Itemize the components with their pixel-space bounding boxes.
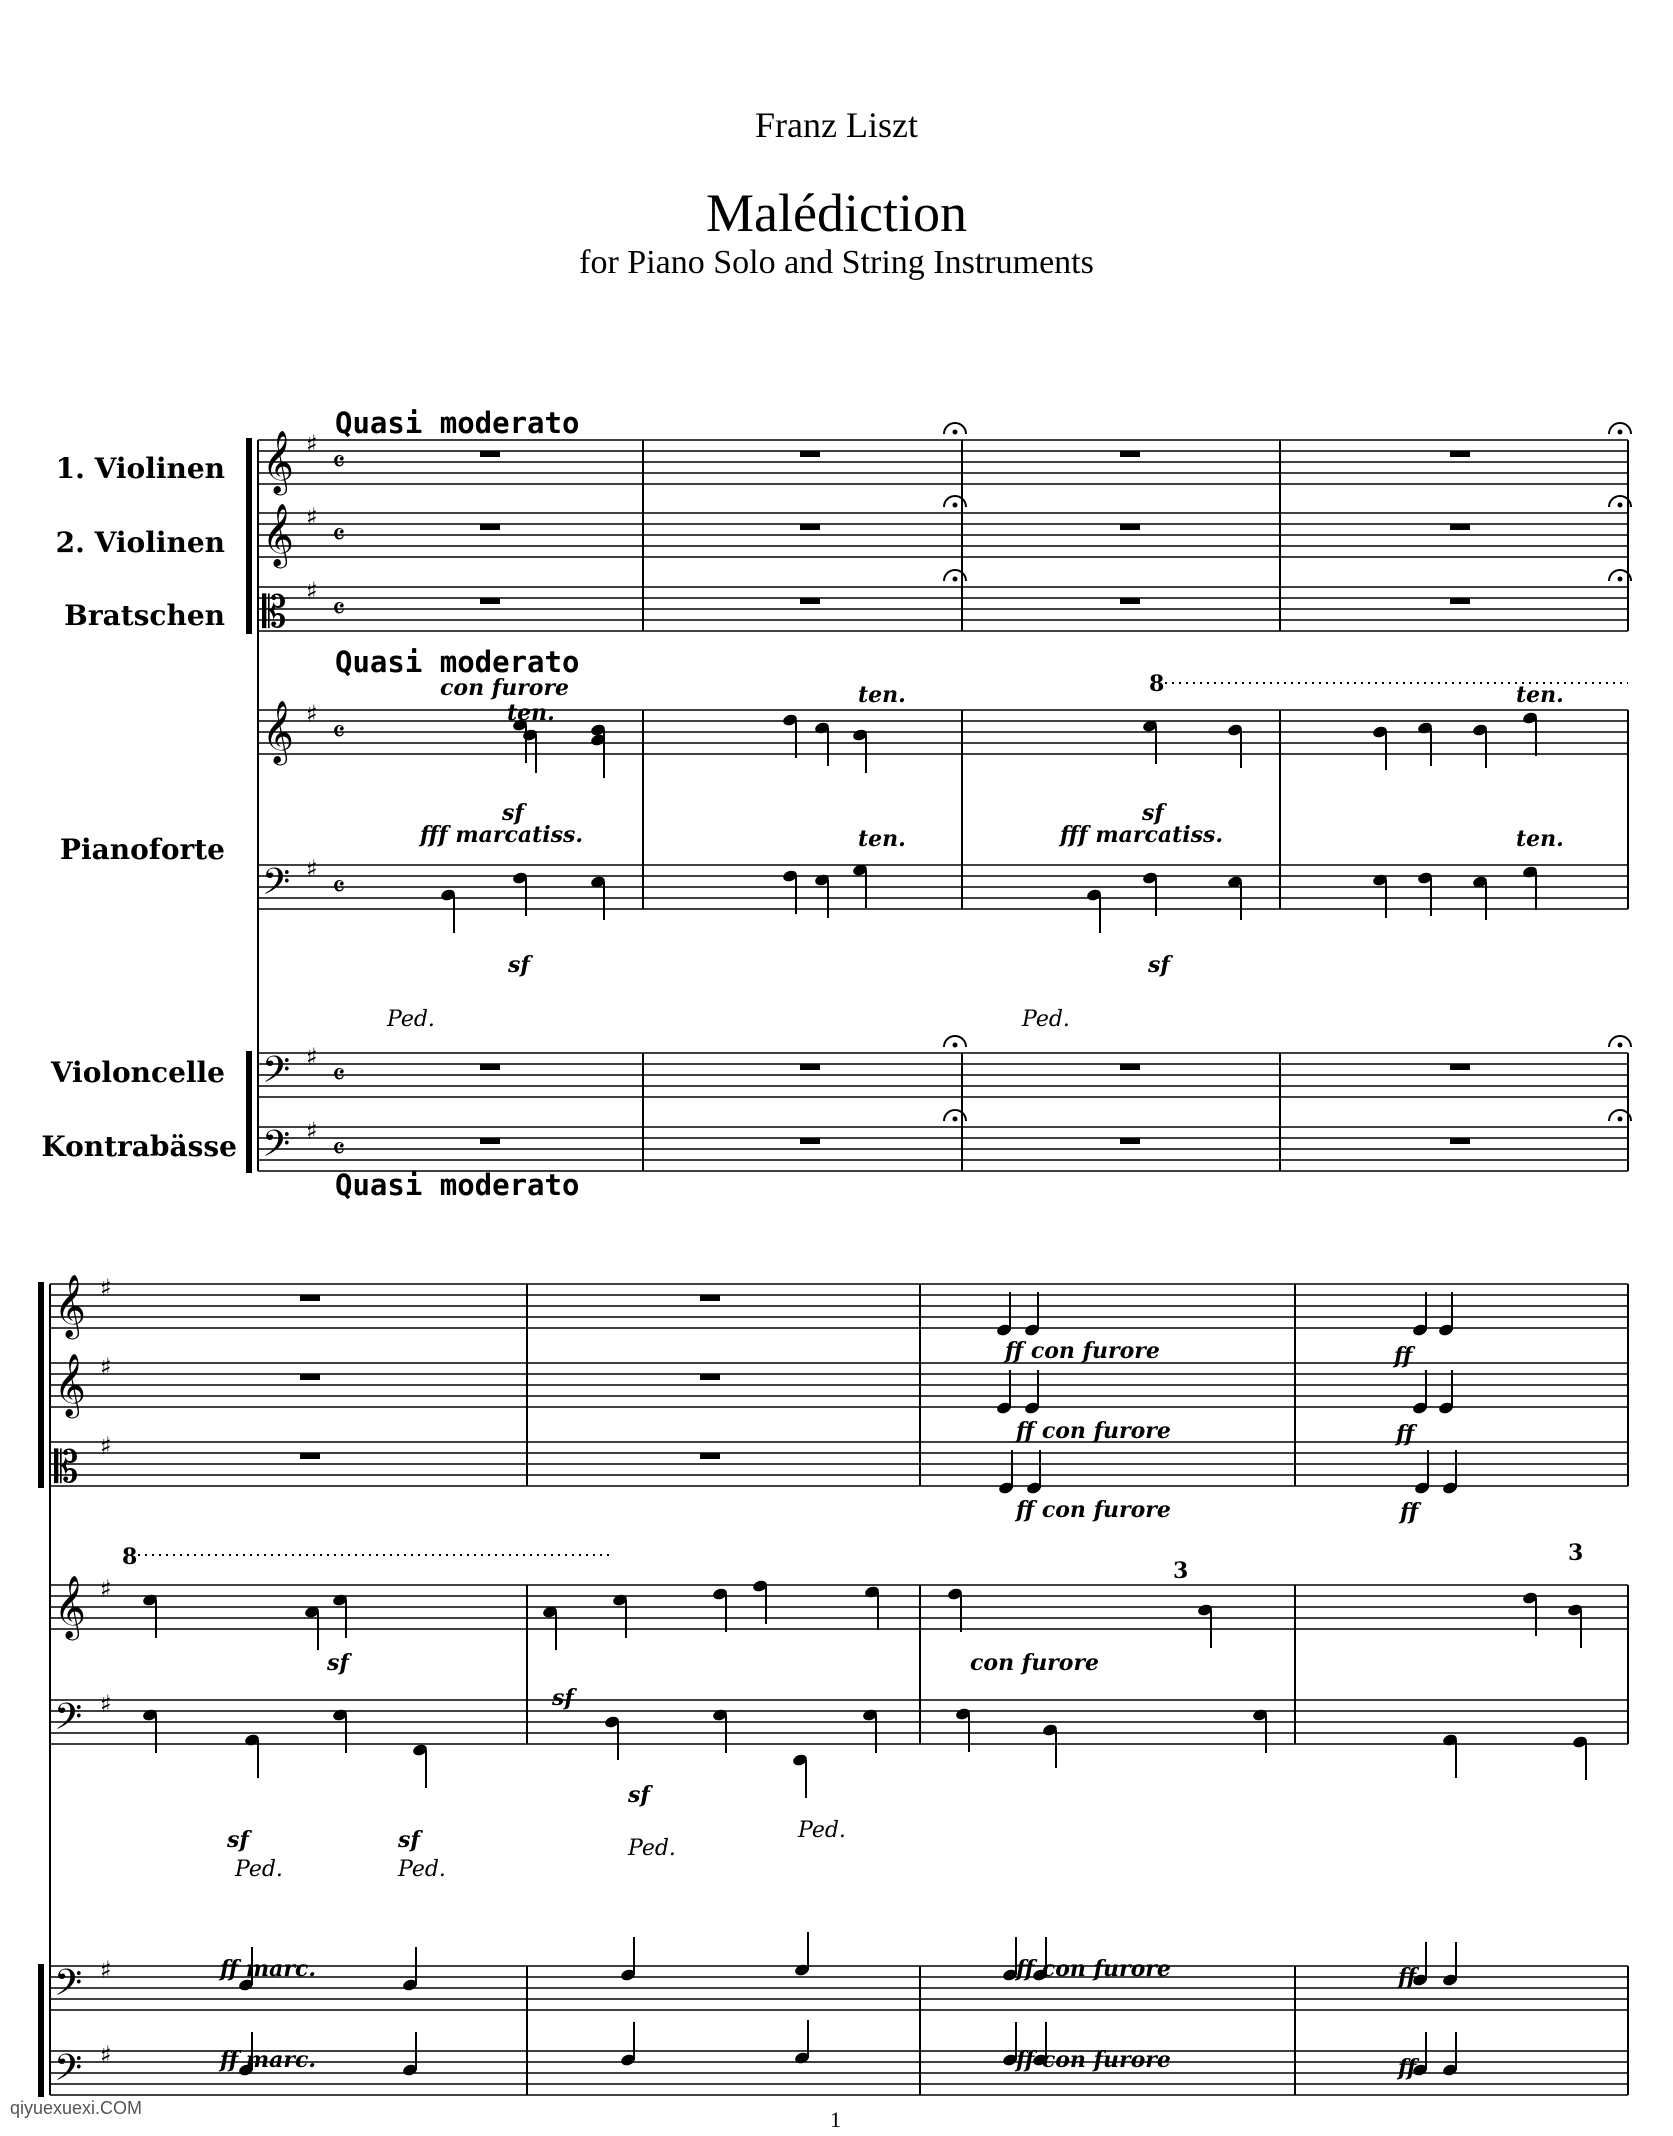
marking-sf: sf [508,952,530,978]
sharp-icon: ♯ [100,1353,112,1381]
treble-clef-icon: 𝄞 [54,1353,86,1416]
page-number: 1 [830,2107,841,2132]
marking-ff: ff [1394,1343,1413,1369]
fermata-icon [953,1117,958,1122]
marking-sf: sf [327,1650,349,1676]
marking-sf: sf [552,1685,574,1711]
whole-rest [1450,524,1470,530]
fermata-icon [1618,577,1623,582]
pedal-marking: Ped. [798,1818,846,1843]
marking-ff-con-furore: ff con furore [1016,2047,1171,2073]
triplet-marking: 3 [1568,1540,1584,1566]
instrument-label-violin2: 2. Violinen [55,526,225,559]
pedal-marking: Ped. [398,1857,446,1882]
marking-ff: ff [1398,2055,1417,2081]
whole-rest [480,598,500,604]
sharp-icon: ♯ [306,577,318,605]
whole-rest [700,1453,720,1459]
marking-ff: ff [1400,1499,1419,1525]
whole-rest [300,1453,320,1459]
marking-sf: sf [1142,800,1164,826]
whole-rest [1120,1064,1140,1070]
marking-ten: ten. [858,826,906,852]
bass-clef-icon: 𝄢 [262,861,291,912]
fermata-icon [1618,1117,1623,1122]
instrument-label-cello: Violoncelle [50,1056,225,1089]
fermata-icon [953,430,958,435]
whole-rest [700,1295,720,1301]
pedal-marking: Ped. [1022,1007,1070,1032]
marking-ten: ten. [858,682,906,708]
treble-clef-icon: 𝄞 [54,1274,86,1337]
marking-sf: sf [502,800,524,826]
common-time-icon: 𝄴 [332,870,346,905]
marking-ff-con-furore: ff con furore [1016,1418,1171,1444]
whole-rest [1120,1138,1140,1144]
pedal-marking: Ped. [387,1007,435,1032]
marking-con-furore: con furore [440,675,570,701]
tempo-piano: Quasi moderato [335,645,580,679]
whole-rest [1120,598,1140,604]
fermata-icon [1618,503,1623,508]
piece-subtitle: for Piano Solo and String Instruments [579,244,1094,281]
common-time-icon: 𝄴 [332,518,346,553]
string-bracket [38,1282,44,1488]
marking-ff-con-furore: ff con furore [1016,1956,1171,1982]
fermata-icon [953,577,958,582]
sharp-icon: ♯ [306,1043,318,1071]
fermata-icon [1618,1043,1623,1048]
marking-sf: sf [1148,952,1170,978]
sharp-icon: ♯ [306,700,318,728]
whole-rest [1120,524,1140,530]
marking-sf: sf [398,1827,420,1853]
whole-rest [800,1064,820,1070]
watermark: qiyuexuexi.COM [10,2098,143,2118]
whole-rest [800,451,820,457]
instrument-label-piano: Pianoforte [59,833,225,866]
whole-rest [1450,451,1470,457]
whole-rest [300,1295,320,1301]
composer-name: Franz Liszt [755,105,918,145]
sharp-icon: ♯ [100,1432,112,1460]
whole-rest [800,598,820,604]
pedal-marking: Ped. [628,1836,676,1861]
common-time-icon: 𝄴 [332,715,346,750]
marking-sf: sf [628,1782,650,1808]
string-bracket [38,1964,44,2097]
whole-rest [1450,1138,1470,1144]
whole-rest [800,524,820,530]
tempo-strings-top: Quasi moderato [335,406,580,440]
marking-ff: ff [1396,1421,1415,1447]
whole-rest [480,451,500,457]
bass-clef-icon: 𝄢 [262,1049,291,1100]
marking-ff: ff [1398,1964,1417,1990]
sharp-icon: ♯ [306,503,318,531]
common-time-icon: 𝄴 [332,1058,346,1093]
marking-sf: sf [227,1827,249,1853]
common-time-icon: 𝄴 [332,445,346,480]
fermata-icon [953,1043,958,1048]
ottava-marking: 8 [1149,671,1165,697]
bass-clef-icon: 𝄢 [54,1696,83,1747]
fermata-icon [953,503,958,508]
tempo-strings-bottom: Quasi moderato [335,1168,580,1202]
common-time-icon: 𝄴 [332,1132,346,1167]
pedal-marking: Ped. [235,1857,283,1882]
treble-clef-icon: 𝄞 [262,503,294,566]
marking-ten: ten. [1516,826,1564,852]
fermata-icon [1618,430,1623,435]
marking-ten: ten. [507,700,555,726]
marking-ff-con-furore: ff con furore [1016,1497,1171,1523]
whole-rest [480,524,500,530]
marking-con-furore: con furore [970,1650,1100,1676]
piece-title: Malédiction [706,183,967,243]
treble-clef-icon: 𝄞 [262,700,294,763]
marking-ten: ten. [1516,682,1564,708]
bass-clef-icon: 𝄢 [54,1962,83,2013]
whole-rest [300,1374,320,1380]
marking-ff-marc: ff marc. [220,1956,317,1982]
sharp-icon: ♯ [306,1117,318,1145]
whole-rest [480,1138,500,1144]
sharp-icon: ♯ [100,1690,112,1718]
triplet-marking: 3 [1173,1558,1189,1584]
string-bracket [246,1051,252,1173]
bass-clef-icon: 𝄢 [54,2047,83,2098]
treble-clef-icon: 𝄞 [262,430,294,493]
instrument-label-bass: Kontrabässe [41,1130,237,1163]
whole-rest [1450,1064,1470,1070]
marking-fff-marcatiss: fff marcatiss. [420,822,584,848]
sharp-icon: ♯ [306,430,318,458]
alto-clef-icon: 𝄡 [262,587,287,638]
ottava-marking: 8 [122,1544,138,1570]
sharp-icon: ♯ [100,1274,112,1302]
whole-rest [480,1064,500,1070]
string-bracket [246,438,252,634]
sharp-icon: ♯ [306,855,318,883]
whole-rest [1120,451,1140,457]
marking-ff-con-furore: ff con furore [1005,1338,1160,1364]
marking-ff-marc: ff marc. [220,2047,317,2073]
whole-rest [700,1374,720,1380]
instrument-label-violin1: 1. Violinen [55,452,225,485]
instrument-label-viola: Bratschen [64,599,225,632]
common-time-icon: 𝄴 [332,592,346,627]
treble-clef-icon: 𝄞 [54,1575,86,1638]
sharp-icon: ♯ [100,1956,112,1984]
bass-clef-icon: 𝄢 [262,1123,291,1174]
sharp-icon: ♯ [100,2041,112,2069]
alto-clef-icon: 𝄡 [54,1442,79,1493]
whole-rest [1450,598,1470,604]
marking-fff-marcatiss: fff marcatiss. [1060,822,1224,848]
whole-rest [800,1138,820,1144]
sharp-icon: ♯ [100,1575,112,1603]
